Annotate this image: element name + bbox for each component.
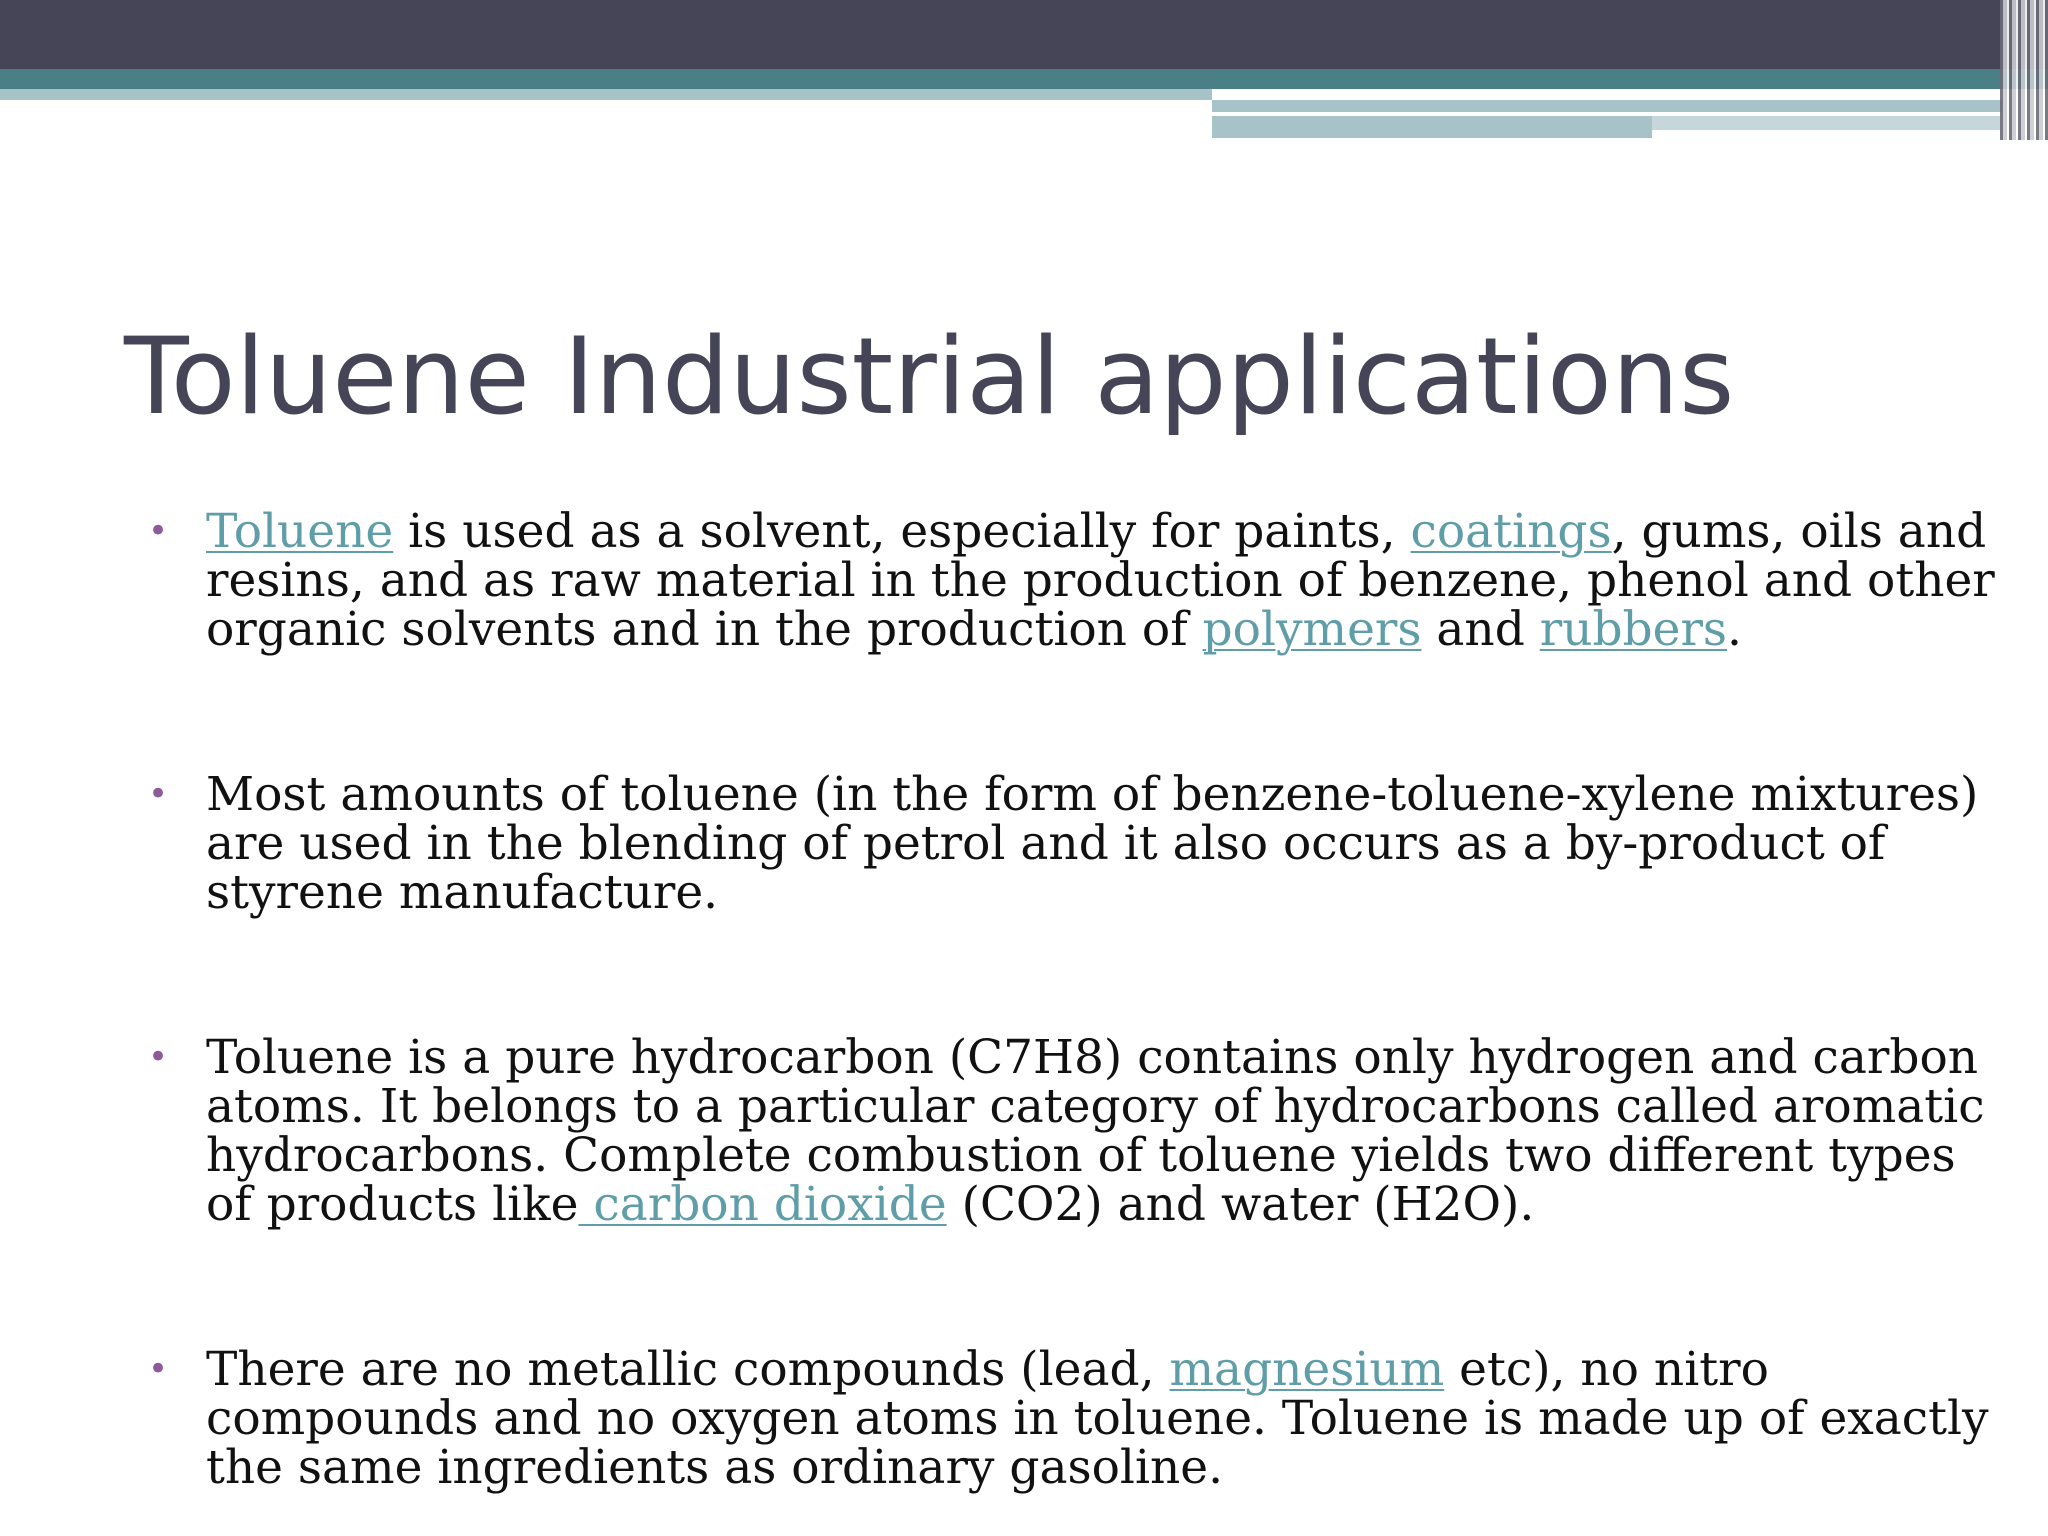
body-text: (CO2) and water (H2O). bbox=[946, 1177, 1535, 1232]
header-band-right-lower bbox=[1212, 116, 1652, 138]
bullet-item bbox=[144, 1342, 2004, 1495]
bullet-item bbox=[144, 1030, 2004, 1232]
body-text: Toluene is a pure hydrocarbon (C7H8) contains only hydrogen and carbon atoms. It belongs to a particular category of hydrocarbons called aromatic hydrocarbons. Complete combustion of toluene yields two different types of products like bbox=[206, 1030, 1985, 1232]
header-band-right-tail bbox=[1652, 116, 2000, 130]
bullet-marker: • bbox=[148, 1349, 169, 1389]
bullet-item bbox=[144, 767, 2004, 920]
bullet-text bbox=[206, 1342, 1989, 1495]
body-text: is used as a solvent, especially for paints, bbox=[393, 504, 1411, 559]
header-band-light bbox=[0, 89, 1212, 100]
bullet-text bbox=[206, 1030, 1985, 1232]
bullet-marker: • bbox=[148, 1037, 169, 1077]
bullet-text bbox=[206, 504, 1995, 657]
bullet-list bbox=[144, 504, 2004, 1495]
hyperlink[interactable]: polymers bbox=[1202, 602, 1422, 657]
hyperlink[interactable]: Toluene bbox=[206, 504, 394, 559]
bullet-item bbox=[144, 504, 2004, 657]
body-text: There are no metallic compounds (lead, bbox=[206, 1342, 1170, 1397]
body-text: Most amounts of toluene (in the form of benzene-toluene-xylene mixtures) are used in the blending of petrol and it also occurs as a by-product of styrene manufacture. bbox=[206, 767, 1979, 920]
hyperlink[interactable]: magnesium bbox=[1169, 1342, 1445, 1397]
hyperlink[interactable]: rubbers bbox=[1539, 602, 1728, 657]
header-band-right-upper bbox=[1212, 100, 2002, 112]
hyperlink[interactable]: coatings bbox=[1410, 504, 1612, 559]
body-text: and bbox=[1421, 602, 1540, 657]
bullet-marker: • bbox=[148, 511, 169, 551]
header-band-dark bbox=[0, 0, 2048, 69]
bullet-marker: • bbox=[148, 774, 169, 814]
header-band-teal bbox=[0, 69, 2048, 89]
body-text: . bbox=[1727, 602, 1742, 657]
slide-title: Toluene Industrial applications bbox=[124, 315, 1735, 438]
bullet-text bbox=[206, 767, 1978, 920]
body-text: , gums, oils and resins, and as raw material in the production of benzene, phenol and other organic solvents and in the production of bbox=[206, 504, 1995, 657]
body-text: etc), no nitro compounds and no oxygen atoms in toluene. Toluene is made up of exactly the same ingredients as ordinary gasoline. bbox=[206, 1342, 1989, 1495]
header-edge-stripes bbox=[2000, 0, 2048, 140]
hyperlink[interactable]: carbon dioxide bbox=[578, 1177, 947, 1232]
